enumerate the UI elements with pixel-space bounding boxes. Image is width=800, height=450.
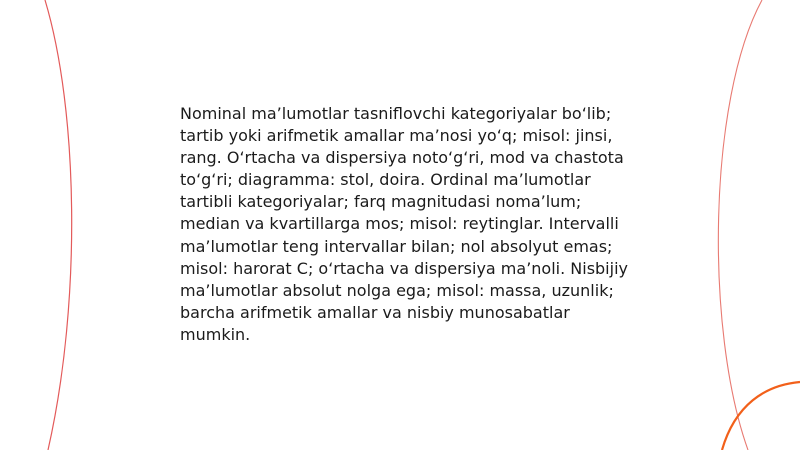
slide-body-text: Nominal ma’lumotlar tasniflovchi kategoriyalar bo‘lib; tartib yoki arifmetik amallar ma’nosi yo‘q; misol: jinsi, rang. O‘rtacha va dispersiya noto‘g‘ri, mod va chastota to‘g‘ri; diagramma: stol, doira. Ordinal ma’lumotlar tartibli kategoriyalar; farq magnitudasi noma’lum; median va kvartillarga mos; misol: reytinglar. Intervalli ma’lumotlar teng intervallar bilan; nol absolyut emas; misol: harorat C; o‘rtacha va dispersiya ma’noli. Nisbijiy ma’lumotlar absolut nolga ega; misol: massa, uzunlik; barcha arifmetik amallar va nisbiy munosabatlar mumkin. [180, 104, 628, 344]
right-thin-curve [718, 0, 762, 450]
right-orange-arc [722, 382, 800, 450]
left-curve [45, 0, 72, 450]
